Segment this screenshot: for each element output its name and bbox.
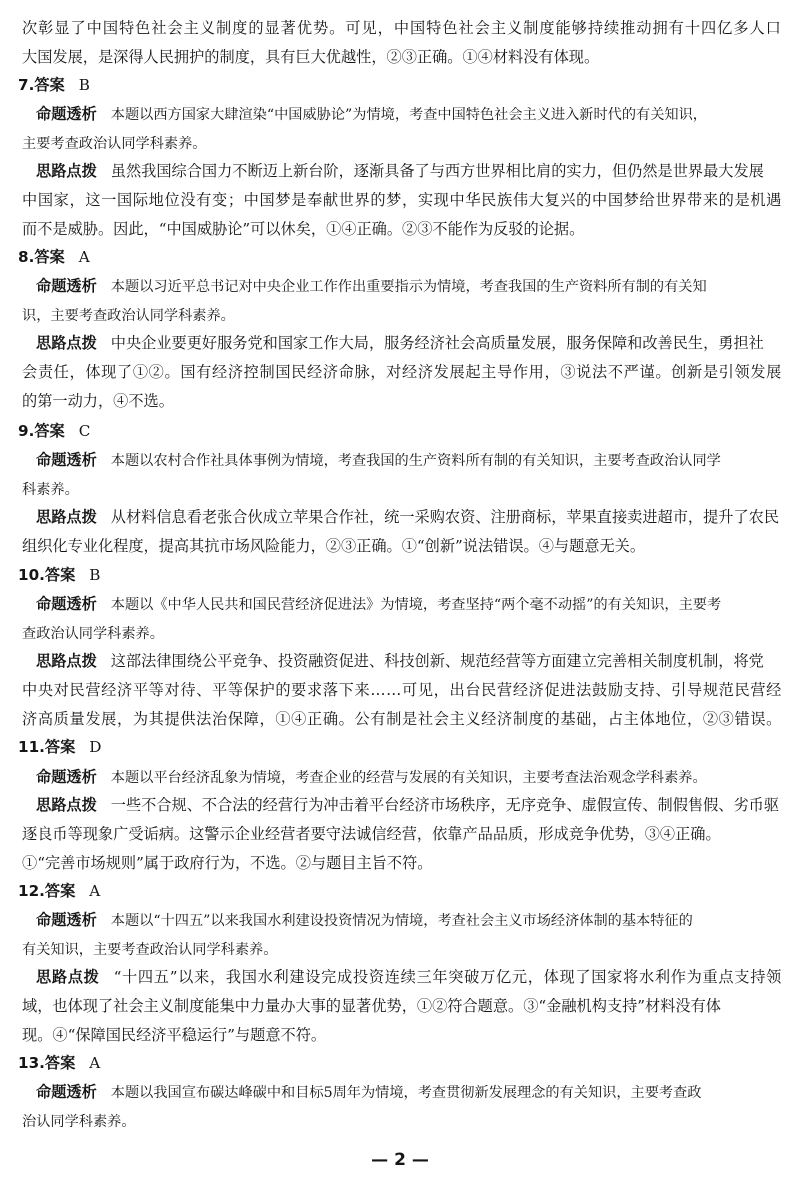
intent-line [22,939,277,960]
answer-choice: A [89,1054,101,1072]
intent-line [36,104,707,125]
hint-text: 从材料信息看老张合伙成立苹果合作社，统一采购农资、注册商标，苹果直接卖进超市，提升了农民 [110,508,779,526]
hint-label: 思路点拨 [36,796,97,814]
hint-text: 一些不合规、不合法的经营行为冲击着平台经济市场秩序，无序竞争、虚假宣传、制假售假、劣币驱 [110,796,779,814]
hint-line [22,1025,326,1045]
hint-text: 组织化专业化程度，提高其抗市场风险能力，②③正确。①“创新”说法错误。④与题意无关。 [22,537,646,555]
intent-text: 本题以“十四五”以来我国水利建设投资情况为情境，考查社会主义市场经济体制的基本特征的 [110,913,693,929]
hint-text: 中国家，这一国际地位没有变；中国梦是奉献世界的梦，实现中华民族伟大复兴的中国梦给世界带来的是机遇 [22,191,782,209]
intent-text: 本题以平台经济乱象为情境，考查企业的经营与发展的有关知识，主要考查法治观念学科素养。 [110,770,707,786]
hint-line [22,853,432,873]
answer-line [18,75,90,95]
intent-line [36,276,707,297]
answer-choice: D [89,738,102,756]
paragraph-line: 次彰显了中国特色社会主义制度的显著优势。可见，中国特色社会主义制度能够持续推动拥有十四亿多人口 [22,19,782,37]
intent-text: 本题以《中华人民共和国民营经济促进法》为情境，考查坚持“两个毫不动摇”的有关知识，主要考 [110,597,722,613]
intent-line [36,594,721,615]
intent-text: 本题以西方国家大肆渲染“中国威胁论”为情境，考查中国特色社会主义进入新时代的有关知识， [110,107,707,123]
intent-line [36,767,707,788]
intent-text: 主要考查政治认同学科素养。 [22,136,207,152]
hint-text: “十四五”以来，我国水利建设完成投资连续三年突破万亿元，体现了国家将水利作为重点支持领 [113,968,782,986]
question-number: 12. [18,882,45,900]
question-number: 9. [18,422,35,440]
answer-label: 答案 [44,882,76,900]
intent-line [22,305,235,326]
answer-line [18,565,100,585]
answer-label: 答案 [34,422,65,440]
hint-line [36,333,764,353]
intent-label: 命题透析 [36,451,97,469]
hint-line [22,536,645,556]
hint-label: 思路点拨 [36,162,97,180]
hint-text: 域，也体现了社会主义制度能集中力量办大事的显著优势，①②符合题意。③“金融机构支持”材料没有体 [22,997,721,1015]
answer-choice: C [78,422,91,440]
hint-line [22,362,782,382]
hint-text: 会责任，体现了①②。国有经济控制国民经济命脉，对经济发展起主导作用，③说法不严谨。创新是引领发展 [22,363,782,381]
intent-line [36,910,693,931]
intent-label: 命题透析 [36,105,97,123]
hint-label: 思路点拨 [36,652,97,670]
intent-line [22,623,164,644]
intent-line [36,1082,701,1103]
answer-choice: B [78,76,90,94]
answer-label: 答案 [34,248,65,266]
hint-line [36,161,764,181]
question-number: 7. [18,76,35,94]
intent-text: 查政治认同学科素养。 [22,626,164,642]
answer-choice: A [89,882,101,900]
hint-label: 思路点拨 [36,334,97,352]
intent-label: 命题透析 [36,911,97,929]
hint-text: ①“完善市场规则”属于政府行为，不选。②与题目主旨不符。 [22,854,433,872]
hint-text: 而不是威胁。因此，“中国威胁论”可以休矣，①④正确。②③不能作为反驳的论据。 [22,220,585,238]
hint-line [22,824,721,844]
question-number: 13. [18,1054,45,1072]
hint-line [36,795,779,815]
intent-line [22,479,79,500]
hint-line [22,190,782,210]
intent-text: 治认同学科素养。 [22,1114,136,1130]
page-number: — 2 — [371,1150,429,1170]
hint-text: 虽然我国综合国力不断迈上新台阶，逐渐具备了与西方世界相比肩的实力，但仍然是世界最大发展 [110,162,764,180]
question-number: 8. [18,248,35,266]
intent-text: 有关知识，主要考查政治认同学科素养。 [22,942,278,958]
intent-label: 命题透析 [36,768,97,786]
hint-line [36,507,779,527]
answer-choice: B [89,566,101,584]
question-number: 10. [18,566,45,584]
hint-text: 济高质量发展，为其提供法治保障，①④正确。公有制是社会主义经济制度的基础，占主体地位，②③错误。 [22,710,782,728]
hint-line [22,219,584,239]
hint-label: 思路点拨 [36,508,97,526]
answer-line [18,421,90,441]
hint-text: 中央对民营经济平等对待、平等保护的要求落下来……可见，出台民营经济促进法鼓励支持、引导规范民营经 [22,681,782,699]
intent-text: 科素养。 [22,482,79,498]
answer-line [18,1053,100,1073]
answer-label: 答案 [34,76,65,94]
intent-label: 命题透析 [36,277,97,295]
answer-label: 答案 [44,738,76,756]
intent-text: 识，主要考查政治认同学科素养。 [22,308,235,324]
intent-label: 命题透析 [36,595,97,613]
answer-choice: A [78,248,90,266]
intent-line [22,133,206,154]
intent-text: 本题以我国宣布碳达峰碳中和目标5周年为情境，考查贯彻新发展理念的有关知识，主要考查政 [110,1085,702,1101]
answer-line [18,737,101,757]
hint-text: 逐良币等现象广受诟病。这警示企业经营者要守法诚信经营，依靠产品品质，形成竞争优势，③④正确。 [22,825,721,843]
hint-text: 这部法律围绕公平竞争、投资融资促进、科技创新、规范经营等方面建立完善相关制度机制，将党 [110,652,764,670]
hint-line [22,680,782,700]
question-number: 11. [18,738,45,756]
hint-text: 的第一动力，④不选。 [22,392,174,410]
hint-line [36,967,782,987]
hint-text: 中央企业要更好服务党和国家工作大局，服务经济社会高质量发展，服务保障和改善民生，勇担社 [110,334,764,352]
intent-label: 命题透析 [36,1083,97,1101]
intent-line [36,450,721,471]
paragraph-line: 大国发展，是深得人民拥护的制度，具有巨大优越性，②③正确。①④材料没有体现。 [22,48,600,66]
hint-line [22,709,782,729]
hint-line [22,996,721,1016]
answer-line [18,247,90,267]
answer-line [18,881,100,901]
hint-line [22,391,174,411]
intent-text: 本题以习近平总书记对中央企业工作作出重要指示为情境，考查我国的生产资料所有制的有关知 [110,279,707,295]
answer-label: 答案 [44,1054,76,1072]
hint-text: 现。④“保障国民经济平稳运行”与题意不符。 [22,1026,327,1044]
hint-line [36,651,764,671]
answer-label: 答案 [44,566,76,584]
intent-line [22,1111,136,1132]
intent-text: 本题以农村合作社具体事例为情境，考查我国的生产资料所有制的有关知识，主要考查政治认同学 [110,453,721,469]
hint-label: 思路点拨 [36,968,100,986]
